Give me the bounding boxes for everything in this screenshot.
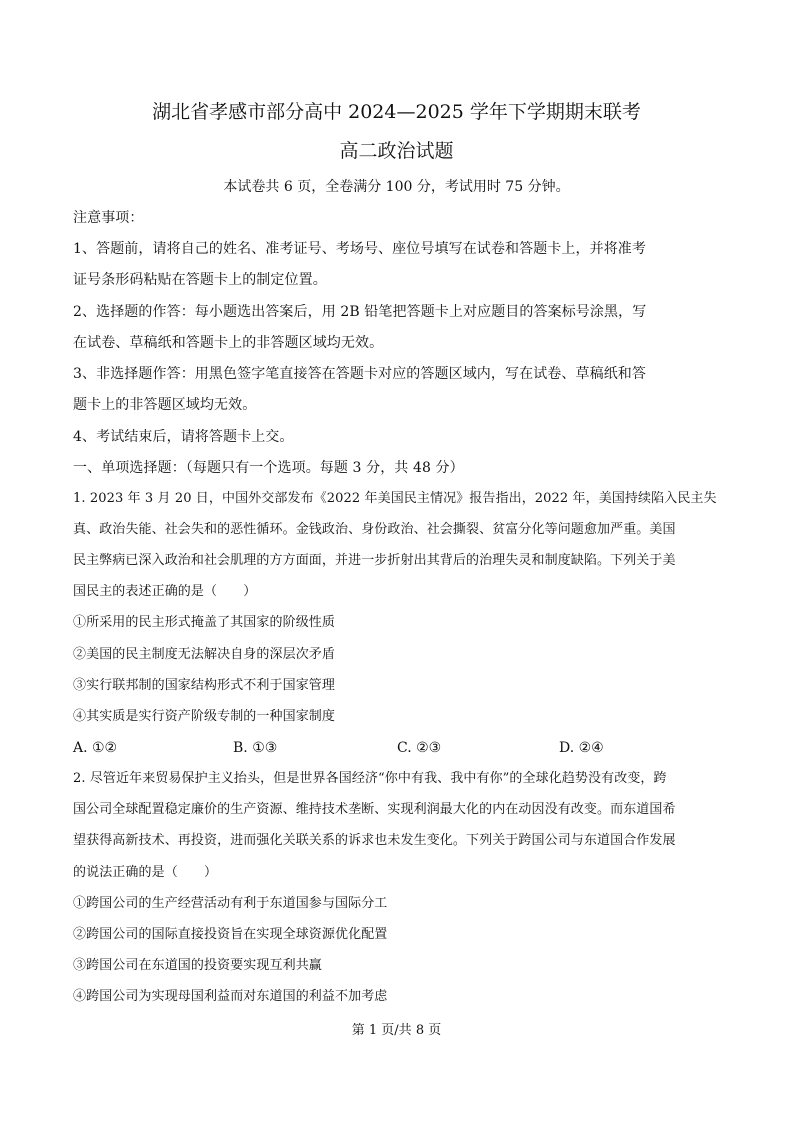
q2-statement: ①跨国公司的生产经营活动有利于东道国参与国际分工 bbox=[73, 896, 388, 911]
notice-line: 4、考试结束后，请将答题卡上交。 bbox=[73, 429, 294, 445]
q1-stem-line: 1. 2023 年 3 月 20 日，中国外交部发布《2022 年美国民主情况》报告指出，2022 年，美国持续陷入民主失 bbox=[73, 491, 717, 506]
notice-line: 题卡上的非答题区域均无效。 bbox=[73, 397, 257, 413]
q2-stem-line: 2. 尽管近年来贸易保护主义抬头，但是世界各国经济“你中有我、我中有你”的全球化趋势没有改变，跨 bbox=[73, 771, 667, 786]
exam-title: 湖北省孝感市部分高中 2024—2025 学年下学期期末联考 bbox=[152, 101, 641, 123]
exam-info: 本试卷共 6 页，全卷满分 100 分，考试用时 75 分钟。 bbox=[223, 179, 570, 195]
page-number: 第 1 页/共 8 页 bbox=[351, 1023, 442, 1038]
notice-line: 证号条形码粘贴在答题卡上的制定位置。 bbox=[73, 272, 327, 288]
q1-option-d: D. ②④ bbox=[559, 740, 604, 756]
q2-stem-line: 望获得高新技术、再投资，进而强化关联关系的诉求也未发生变化。下列关于跨国公司与东道国合作发展 bbox=[73, 833, 676, 848]
q2-stem-line: 国公司全球配置稳定廉价的生产资源、维持技术垄断、实现利润最大化的内在动因没有改变。而东道国希 bbox=[73, 802, 676, 817]
q1-stem-line: 真、政治失能、社会失和的恶性循环。金钱政治、身份政治、社会撕裂、贫富分化等问题愈加严重。美国 bbox=[73, 522, 676, 537]
q1-option-c: C. ②③ bbox=[397, 740, 442, 756]
q1-option-b: B. ①③ bbox=[233, 740, 278, 756]
q1-stem-line: 国民主的表述正确的是（ ） bbox=[73, 584, 257, 599]
q2-statement: ③跨国公司在东道国的投资要实现互利共赢 bbox=[73, 958, 322, 973]
q1-stem-line: 民主弊病已深入政治和社会肌理的方方面面，并进一步折射出其背后的治理失灵和制度缺陷。下列关于美 bbox=[73, 553, 676, 568]
q1-statement: ④其实质是实行资产阶级专制的一种国家制度 bbox=[73, 709, 336, 724]
notice-heading: 注意事项： bbox=[73, 210, 144, 226]
q1-statement: ③实行联邦制的国家结构形式不利于国家管理 bbox=[73, 678, 336, 693]
q1-option-a: A. ①② bbox=[73, 740, 118, 756]
q1-statement: ①所采用的民主形式掩盖了其国家的阶级性质 bbox=[73, 615, 336, 630]
notice-line: 3、非选择题作答：用黑色签字笔直接答在答题卡对应的答题区域内，写在试卷、草稿纸和答 bbox=[73, 366, 647, 382]
q2-stem-line: 的说法正确的是（ ） bbox=[73, 865, 218, 880]
q1-statement: ②美国的民主制度无法解决自身的深层次矛盾 bbox=[73, 647, 336, 662]
notice-line: 1、答题前，请将自己的姓名、准考证号、考场号、座位号填写在试卷和答题卡上，并将准考 bbox=[73, 241, 647, 257]
q2-statement: ④跨国公司为实现母国利益而对东道国的利益不加考虑 bbox=[73, 989, 388, 1004]
q2-statement: ②跨国公司的国际直接投资旨在实现全球资源优化配置 bbox=[73, 927, 388, 942]
section-heading: 一、单项选择题：（每题只有一个选项。每题 3 分，共 48 分） bbox=[73, 460, 464, 476]
notice-line: 2、选择题的作答：每小题选出答案后，用 2B 铅笔把答题卡上对应题目的答案标号涂黑，写 bbox=[73, 304, 647, 320]
exam-subtitle: 高二政治试题 bbox=[339, 140, 454, 162]
notice-line: 在试卷、草稿纸和答题卡上的非答题区域均无效。 bbox=[73, 335, 384, 351]
